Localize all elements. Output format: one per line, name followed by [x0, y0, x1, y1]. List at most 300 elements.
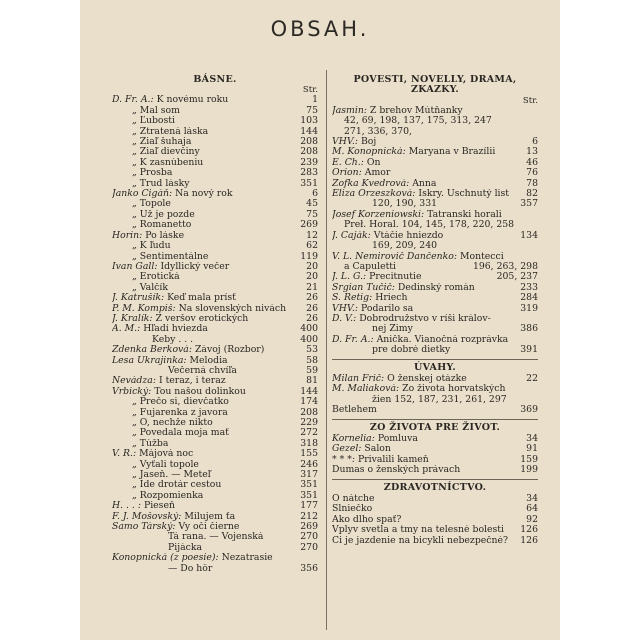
entry-page: 12 [306, 229, 318, 241]
toc-entry [332, 293, 538, 303]
entry-page: 239 [300, 156, 318, 168]
entry-author: „ [132, 105, 137, 116]
entry-text [112, 168, 296, 178]
entry-text [112, 106, 302, 116]
toc-entry [112, 304, 318, 314]
entry-title: Fujarenka z javora [139, 407, 228, 418]
entry-title: Tou našou dolinkou [154, 386, 246, 397]
toc-entry [112, 283, 318, 293]
entry-author: Srgian Tučič: [332, 282, 395, 293]
entry-text [112, 189, 308, 199]
toc-entry [112, 543, 318, 553]
entry-page: 246 [300, 458, 318, 470]
entry-title: žien 152, 187, 231, 261, 297 [372, 394, 507, 405]
toc-entry [112, 449, 318, 459]
entry-author: S. Retig: [332, 293, 373, 304]
entry-title: Topole [139, 199, 171, 210]
toc-entry [112, 345, 318, 355]
entry-page: 144 [300, 125, 318, 137]
entry-author: * * *: [332, 454, 355, 465]
toc-entry [332, 127, 538, 137]
entry-page: 45 [306, 198, 318, 210]
entry-page: 351 [300, 177, 318, 189]
entry-author: „ [132, 147, 137, 158]
entry-author: Žofka Kvedrová: [332, 178, 410, 189]
entry-title: nej Zimy [372, 324, 413, 335]
entry-page: 6 [532, 136, 538, 148]
entry-page: 317 [300, 469, 318, 481]
toc-entry [112, 376, 318, 386]
entry-page: 103 [300, 115, 318, 127]
entry-text [112, 314, 302, 324]
entry-text [112, 522, 296, 532]
toc-entry [112, 231, 318, 241]
toc-entry [112, 428, 318, 438]
toc-entry [332, 241, 538, 251]
entry-page: 272 [300, 427, 318, 439]
entry-text [112, 95, 308, 105]
entry-text [332, 525, 516, 535]
entry-author: „ [132, 418, 137, 428]
entry-title: Privalili kameň [357, 454, 429, 465]
toc-entry [332, 494, 538, 504]
entry-author: „ [132, 397, 137, 408]
toc-entry [112, 491, 318, 501]
entry-author: J. Katrušík: [112, 293, 165, 304]
entry-page: 46 [526, 156, 538, 168]
entry-page: 351 [300, 479, 318, 491]
entry-author: Gezel: [332, 444, 362, 455]
entry-title: Slniečko [332, 504, 373, 515]
toc-entry [112, 272, 318, 282]
entry-page: 26 [306, 312, 318, 324]
entry-text [112, 220, 296, 230]
entry-title: Májová noc [139, 449, 194, 460]
entry-text [112, 231, 302, 241]
entry-text [332, 179, 522, 189]
entry-page: 76 [526, 167, 538, 179]
entry-title: Precitnutie [369, 272, 422, 283]
entry-author: „ [132, 438, 137, 449]
entry-author: Samo Társký: [112, 522, 176, 533]
entry-text [112, 449, 296, 459]
right-column [332, 72, 538, 546]
toc-entry [112, 366, 318, 376]
entry-title: Túžba [139, 438, 169, 449]
section-heading: BÁSNE. [193, 74, 237, 85]
toc-entry [112, 335, 318, 345]
entry-title: Tatranski horali [427, 209, 502, 220]
toc-entry [332, 515, 538, 525]
entry-title: Ó, nechže nikto [139, 418, 213, 428]
entry-author: J. Kralík: [112, 313, 153, 324]
toc-entry [112, 168, 318, 178]
entry-text [112, 480, 296, 490]
toc-entry [112, 460, 318, 470]
entry-page: 62 [306, 240, 318, 252]
entry-author: V. L. Nemirovič Dančenko: [332, 251, 457, 262]
entry-page: 159 [520, 453, 538, 465]
toc-entry [332, 158, 538, 168]
entry-text [332, 231, 516, 241]
entry-text [112, 137, 296, 147]
entry-author: Milan Frič: [332, 373, 385, 384]
entry-author: A. M.: [112, 324, 141, 335]
toc-entry [332, 106, 538, 116]
entry-page: 199 [520, 464, 538, 476]
entry-title: Vy oči čierne [178, 522, 240, 533]
entry-author: V. R.: [112, 449, 137, 460]
entry-title: Idyllický večer [160, 261, 230, 272]
entry-page: 229 [300, 417, 318, 428]
entry-author: „ [132, 428, 137, 439]
entry-title: K ľudu [139, 241, 171, 252]
toc-entry [112, 106, 318, 116]
entry-title: Po láske [145, 230, 185, 241]
entry-title: 120, 190, 331 [372, 199, 438, 210]
toc-entry [332, 335, 538, 345]
entry-page: 119 [300, 250, 318, 262]
entry-page: 144 [300, 385, 318, 397]
entry-author: Lesa Ukrajinka: [112, 355, 187, 366]
entry-page: 205, 237 [496, 271, 538, 283]
entry-title: Tá rana. — Vojenská [168, 532, 264, 543]
entry-page: 284 [520, 292, 538, 304]
section-heading: ÚVAHY. [414, 361, 456, 373]
entry-title: On [366, 157, 381, 168]
entry-page: 212 [300, 510, 318, 522]
entry-text [332, 395, 534, 405]
entry-text [332, 199, 516, 209]
toc-entry [112, 314, 318, 324]
entry-title: Salon [364, 444, 391, 455]
toc-entry [332, 210, 538, 220]
entry-text [112, 376, 302, 386]
toc-entry [112, 439, 318, 449]
toc-entry [332, 384, 538, 394]
entry-text [332, 127, 534, 137]
toc-entry [332, 465, 538, 475]
entry-author: Vrbický: [112, 386, 152, 397]
entry-title: Jaseň. — Meteľ [139, 470, 211, 481]
entry-page: 58 [306, 354, 318, 366]
entry-text [112, 408, 296, 418]
toc-entry [332, 231, 538, 241]
entry-text [112, 543, 296, 553]
toc-entry [332, 345, 538, 355]
entry-text [112, 272, 302, 282]
entry-author: D. Fr. A.: [112, 95, 154, 106]
entry-page: 81 [306, 375, 318, 387]
entry-title: Keby . . . [152, 334, 194, 345]
entry-text [112, 199, 302, 209]
toc-entry [112, 241, 318, 251]
entry-title: Pieseň [143, 501, 175, 512]
entry-author: „ [132, 490, 137, 501]
entry-title: Rozpomienka [139, 490, 204, 501]
entry-text [332, 168, 522, 178]
entry-title: Boj [360, 137, 377, 148]
entry-author: D. Fr. A.: [332, 334, 374, 345]
entry-title: Keď mala prísť [167, 293, 236, 304]
entry-author: „ [132, 157, 137, 168]
entry-page: 351 [300, 489, 318, 501]
entry-author: Ivan Gall: [112, 261, 158, 272]
entry-page: 64 [526, 503, 538, 515]
entry-text [332, 137, 528, 147]
entry-author: „ [132, 116, 137, 127]
entry-page: 126 [520, 534, 538, 546]
entry-text [332, 189, 522, 199]
entry-author: Orion: [332, 168, 362, 179]
entry-text [112, 179, 296, 189]
entry-page: 75 [306, 208, 318, 220]
entry-page: 369 [520, 404, 538, 416]
entry-title: Večerná chvíľa [168, 365, 237, 376]
entry-page: 391 [520, 344, 538, 356]
toc-entry [332, 199, 538, 209]
entry-title: Mal som [139, 105, 180, 116]
entry-author: Jasmin: [332, 105, 367, 116]
toc-entry [332, 374, 538, 384]
entry-title: Pijácka [168, 542, 203, 553]
page-column-label: Str. [302, 85, 318, 96]
entry-title: Amor [364, 168, 391, 179]
entry-title: Z brehov Mútňanky [369, 105, 463, 116]
entry-author: „ [132, 470, 137, 481]
entry-text [112, 470, 296, 480]
toc-entry [332, 444, 538, 454]
entry-author: F. J. Mošovský: [112, 511, 182, 522]
entry-text [332, 241, 534, 251]
entry-author: J. L. G.: [332, 272, 367, 283]
toc-entry [112, 408, 318, 418]
entry-text [332, 304, 516, 314]
entry-author: Zdenka Berková: [112, 345, 192, 356]
entry-text [332, 262, 469, 272]
entry-page: 82 [526, 188, 538, 200]
toc-entry [112, 95, 318, 105]
toc-entry [112, 252, 318, 262]
toc-entry [332, 168, 538, 178]
entry-author: „ [132, 407, 137, 418]
toc-entry [332, 536, 538, 546]
entry-text [332, 384, 534, 394]
entry-title: Na nový rok [175, 189, 233, 200]
entry-page: 13 [526, 146, 538, 158]
entry-title: — Do hôr [168, 563, 213, 574]
entry-title: Z veršov erotických [155, 313, 249, 324]
toc-entry [112, 220, 318, 230]
entry-title: Valčík [139, 282, 168, 293]
entry-page: 53 [306, 344, 318, 356]
entry-author: P. M. Kompiš: [112, 303, 176, 314]
entry-author: „ [132, 209, 137, 220]
entry-author: E. Ch.: [332, 157, 364, 168]
entry-title: Prosba [139, 168, 173, 179]
entry-author: „ [132, 199, 137, 210]
entry-author: „ [132, 137, 137, 148]
entry-author: Nevádza: [112, 376, 156, 387]
entry-page: 233 [520, 281, 538, 293]
toc-entry [112, 262, 318, 272]
entry-title: O ženskej otázke [387, 373, 467, 384]
entry-text [112, 491, 296, 501]
entry-title: K novému roku [156, 95, 229, 106]
toc-entry [112, 158, 318, 168]
entry-text [112, 512, 296, 522]
page-column-label: Str. [522, 95, 538, 106]
toc-entry [112, 210, 318, 220]
entry-page: 269 [300, 521, 318, 533]
toc-entry [112, 564, 318, 574]
entry-text [332, 504, 522, 514]
entry-page: 386 [520, 323, 538, 335]
toc-entry [332, 304, 538, 314]
entry-text [332, 283, 516, 293]
entry-title: Melodia [189, 355, 228, 366]
entry-page: 22 [526, 372, 538, 384]
toc-entry [112, 147, 318, 157]
entry-author: „ [132, 126, 137, 137]
entry-text [332, 434, 522, 444]
entry-page: 269 [300, 219, 318, 231]
entry-author: Eliza Orzeszková: [332, 189, 416, 200]
entry-text [332, 494, 522, 504]
entry-text [112, 252, 296, 262]
toc-entry [332, 147, 538, 157]
entry-text [112, 501, 296, 511]
entry-title: Trud lásky [139, 178, 190, 189]
entry-title: Na slovenských nivách [178, 303, 287, 314]
entry-page: 34 [526, 493, 538, 505]
entry-text [112, 210, 302, 220]
entry-author: „ [132, 282, 137, 293]
entry-author: Janko Cigáň: [112, 189, 173, 200]
entry-title: Betlehem [332, 405, 377, 416]
entry-title: Povedala moja mať [139, 428, 229, 439]
entry-title: Hriech [375, 293, 408, 304]
entry-text [332, 106, 534, 116]
entry-page: 126 [520, 524, 538, 536]
entry-title: Ako dlho spať? [332, 514, 402, 525]
entry-text [112, 262, 302, 272]
entry-title: Milujem ťa [184, 511, 236, 522]
entry-text [112, 366, 302, 376]
entry-text [112, 127, 296, 137]
toc-entry [112, 127, 318, 137]
entry-author: „ [132, 241, 137, 252]
entry-text [112, 241, 302, 251]
toc-entry [112, 293, 318, 303]
section-heading: ZO ŽIVOTA PRE ŽIVOT. [369, 421, 501, 433]
entry-page: 400 [300, 333, 318, 345]
entry-author: „ [132, 178, 137, 189]
entry-title: Žiaľ dievčiny [139, 147, 200, 158]
entry-page: 26 [306, 292, 318, 304]
entry-page: 196, 263, 298 [472, 260, 538, 272]
section-heading: ZDRAVOTNÍCTVO. [383, 481, 487, 493]
entry-author: „ [132, 459, 137, 470]
entry-text [112, 116, 296, 126]
entry-title: Či je jazdenie na bicykli nebezpečné? [332, 535, 508, 546]
entry-text [112, 324, 296, 334]
toc-entry [112, 532, 318, 542]
entry-title: 42, 69, 198, 137, 175, 313, 247 [344, 116, 492, 127]
entry-author: Konopnická (z poesie): [112, 553, 219, 564]
section-rule [332, 419, 538, 420]
entry-title: Preł. Horal. 104, 145, 178, 220, 258 [344, 220, 515, 231]
entry-page: 20 [306, 271, 318, 283]
page-title: OBSAH. [270, 17, 370, 41]
entry-title: Prečo si, dievčatko [139, 397, 229, 408]
entry-text [112, 439, 296, 449]
entry-title: Zo života horvatských [402, 384, 506, 395]
entry-text [112, 147, 296, 157]
entry-title: Erotická [139, 272, 180, 283]
toc-entry [112, 387, 318, 397]
entry-text [332, 374, 522, 384]
entry-page: 357 [520, 198, 538, 210]
entry-text [112, 345, 302, 355]
entry-page: 177 [300, 500, 318, 512]
entry-text [332, 314, 534, 324]
toc-entry [332, 525, 538, 535]
toc-entry [332, 395, 538, 405]
entry-text [332, 455, 516, 465]
entry-author: J. Čaják: [332, 230, 371, 241]
entry-text [332, 405, 516, 415]
entry-page: 400 [300, 323, 318, 335]
entry-text [112, 532, 296, 542]
toc-entry [112, 356, 318, 366]
entry-title: Podarilo sa [360, 303, 414, 314]
entry-text [112, 564, 296, 574]
toc-entry [112, 480, 318, 490]
toc-entry [332, 455, 538, 465]
entry-title: O nátche [332, 494, 375, 505]
entry-title: 169, 209, 240 [372, 241, 438, 252]
entry-author: „ [132, 251, 137, 262]
section-rule [332, 359, 538, 360]
entry-text [112, 553, 314, 563]
entry-author: M. Maliaková: [332, 384, 400, 395]
entry-text [112, 304, 302, 314]
entry-page: 20 [306, 260, 318, 272]
toc-entry [112, 418, 318, 428]
entry-title: Vyťali topole [139, 459, 199, 470]
toc-entry [332, 504, 538, 514]
entry-title: Ztratená láska [139, 126, 209, 137]
entry-author: M. Konopnická: [332, 147, 406, 158]
entry-title: Vtáčie hniezdo [373, 230, 444, 241]
toc-entry [332, 434, 538, 444]
entry-title: Pomluva [377, 434, 418, 444]
toc-entry [332, 324, 538, 334]
entry-title: Sentimentálne [139, 251, 209, 262]
toc-entry [112, 470, 318, 480]
entry-title: I teraz, i teraz [158, 376, 226, 387]
entry-page: 134 [520, 229, 538, 241]
entry-page: 1 [312, 94, 318, 106]
entry-title: Vplyv svetla a tmy na telesné bolesti [332, 525, 505, 536]
entry-author: „ [132, 220, 137, 231]
entry-title: Romanetto [139, 220, 192, 231]
entry-title: 271, 336, 370, [344, 126, 413, 137]
entry-text [332, 116, 534, 126]
entry-page: 208 [300, 136, 318, 148]
entry-page: 208 [300, 146, 318, 158]
